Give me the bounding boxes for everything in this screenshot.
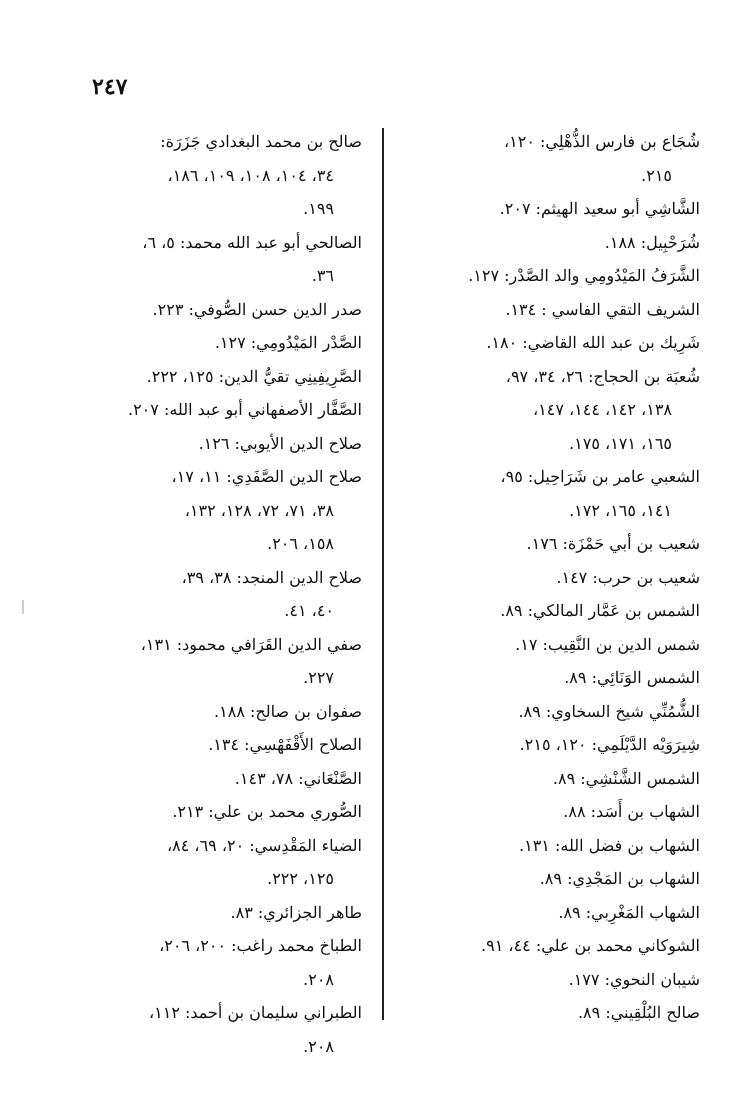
index-entry-text: ١٤١، ١٦٥، ١٧٢. xyxy=(569,500,672,520)
index-entry-text: شُعبَة بن الحجاج: ٢٦، ٣٤، ٩٧، xyxy=(505,366,700,386)
index-entry-text: شعيب بن حرب: ١٤٧. xyxy=(556,567,700,587)
index-entry-text: الشهاب بن المَجْدِي: ٨٩. xyxy=(539,869,700,888)
index-entry-line xyxy=(100,293,362,327)
index-entry-line xyxy=(100,326,362,360)
index-entry-text: الصَّنْعَاني: ٧٨، ١٤٣. xyxy=(234,768,362,788)
index-entry-line xyxy=(400,762,700,796)
index-entry-text: الشريف التقي الفاسي : ١٣٤. xyxy=(505,299,700,319)
index-entry-line xyxy=(400,963,700,997)
index-entry-text: ٣٤، ١٠٤، ١٠٨، ١٠٩، ١٨٦، xyxy=(167,165,334,185)
index-entry-text: صلاح الدين الصَّفَدِي: ١١، ١٧، xyxy=(171,467,362,486)
index-entry-line xyxy=(400,293,700,327)
index-entry-text: طاهر الجزائري: ٨٣. xyxy=(230,902,362,922)
index-entry-text: ١٦٥، ١٧١، ١٧٥. xyxy=(569,433,672,453)
index-entry-text: شعيب بن أبي حَمْزَة: ١٧٦. xyxy=(526,534,700,553)
index-entry-line xyxy=(400,226,700,260)
index-entry-text: الضياء المَقْدِسي: ٢٠، ٦٩، ٨٤، xyxy=(166,835,362,855)
index-entry-line xyxy=(100,360,362,394)
index-entry-line xyxy=(100,695,362,729)
index-entry-text: الشهاب بن فضل الله: ١٣١. xyxy=(519,835,700,855)
index-entry-line xyxy=(100,159,362,193)
index-entry-text: الشعبي عامر بن شَرَاحِيل: ٩٥، xyxy=(500,467,700,486)
index-entry-line xyxy=(400,896,700,930)
index-entry-line xyxy=(100,896,362,930)
index-entry-line xyxy=(400,561,700,595)
index-entry-line xyxy=(100,527,362,561)
index-entry-line xyxy=(400,594,700,628)
index-entry-line xyxy=(400,728,700,762)
index-entry-line xyxy=(100,963,362,997)
index-entry-line xyxy=(400,527,700,561)
index-entry-line xyxy=(100,996,362,1030)
index-entry-text: الصُّوري محمد بن علي: ٢١٣. xyxy=(172,802,362,821)
index-entry-line xyxy=(100,1030,362,1064)
index-entry-line xyxy=(100,728,362,762)
index-entry-text: ١٥٨، ٢٠٦. xyxy=(267,534,334,553)
index-entry-line xyxy=(400,929,700,963)
index-entry-text: شيبان النحوي: ١٧٧. xyxy=(568,969,700,989)
index-entry-text: الصالحي أبو عبد الله محمد: ٥، ٦، xyxy=(142,232,362,252)
index-entry-line xyxy=(400,460,700,494)
index-entry-line xyxy=(100,594,362,628)
index-entry-text: الشمس الوَنَائِي: ٨٩. xyxy=(564,668,700,687)
index-entry-text: ٤٠، ٤١. xyxy=(284,601,334,620)
index-entry-text: صلاح الدين الأيوبي: ١٢٦. xyxy=(198,433,362,453)
index-entry-text: الشَّاشِي أبو سعيد الهيثم: ٢٠٧. xyxy=(499,199,700,218)
index-entry-text: شِيرَوَيْه الدَّيْلَمِي: ١٢٠، ٢١٥. xyxy=(519,735,700,754)
index-entry-text: شمس الدين بن النَّقِيب: ١٧. xyxy=(515,634,700,654)
index-entry-line xyxy=(400,795,700,829)
index-entry-text: الشمس الشَّنْشِي: ٨٩. xyxy=(552,768,700,788)
index-entry-line xyxy=(100,226,362,260)
index-entry-text: ٢١٥. xyxy=(641,165,672,185)
index-entry-line xyxy=(400,125,700,159)
index-entry-line xyxy=(400,326,700,360)
index-entry-line xyxy=(400,192,700,226)
index-entry-line xyxy=(400,393,700,427)
index-entry-text: الصَّرِيفِينِي تقيُّ الدين: ١٢٥، ٢٢٢. xyxy=(146,366,362,386)
scan-mark xyxy=(22,600,24,614)
index-entry-text: صالح بن محمد البغدادي جَزَرَة: xyxy=(160,132,362,151)
page-number: ٢٤٧ xyxy=(92,74,128,100)
index-entry-line xyxy=(400,829,700,863)
index-entry-text: ٢٠٨. xyxy=(303,1036,334,1056)
index-entry-line xyxy=(100,929,362,963)
index-entry-line xyxy=(400,159,700,193)
index-entry-line xyxy=(100,393,362,427)
index-entry-text: صدر الدين حسن الصُّوفي: ٢٢٣. xyxy=(152,299,362,319)
index-entry-text: الشمس بن عَمَّار المالكي: ٨٩. xyxy=(500,601,700,620)
index-entry-line xyxy=(100,125,362,159)
index-entry-line xyxy=(400,427,700,461)
index-entry-text: شُرَحْبِيل: ١٨٨. xyxy=(604,232,700,252)
index-entry-line xyxy=(400,259,700,293)
index-entry-text: الشهاب بن أَسَد: ٨٨. xyxy=(563,802,700,821)
index-entry-text: ٣٦. xyxy=(311,266,334,285)
index-entry-text: الصَّفَّار الأصفهاني أبو عبد الله: ٢٠٧. xyxy=(127,400,362,419)
index-entry-text: ٢٠٨. xyxy=(303,969,334,989)
index-column-left xyxy=(100,125,362,1063)
column-divider xyxy=(382,128,384,1020)
index-entry-text: ١٩٩. xyxy=(303,199,334,218)
index-entry-line xyxy=(100,862,362,896)
index-entry-text: صالح البُلْقِيني: ٨٩. xyxy=(577,1003,700,1022)
index-entry-line xyxy=(400,494,700,528)
index-entry-text: ١٢٥، ٢٢٢. xyxy=(267,869,334,888)
index-entry-text: صلاح الدين المنجد: ٣٨، ٣٩، xyxy=(181,567,362,587)
index-entry-line xyxy=(100,762,362,796)
index-entry-line xyxy=(400,360,700,394)
index-entry-text: ٣٨، ٧١، ٧٢، ١٢٨، ١٣٢، xyxy=(184,500,334,520)
index-entry-line xyxy=(400,862,700,896)
index-entry-text: الطباخ محمد راغب: ٢٠٠، ٢٠٦، xyxy=(159,936,362,955)
index-entry-line xyxy=(100,628,362,662)
index-entry-line xyxy=(100,460,362,494)
index-entry-text: ٢٢٧. xyxy=(303,668,334,687)
index-entry-line xyxy=(400,695,700,729)
index-entry-line xyxy=(100,494,362,528)
index-entry-line xyxy=(400,628,700,662)
index-column-right xyxy=(400,125,700,1030)
index-entry-text: الشوكاني محمد بن علي: ٤٤، ٩١. xyxy=(481,936,700,955)
index-entry-line xyxy=(400,996,700,1030)
index-entry-text: الصلاح الأَقْفَهْسِي: ١٣٤. xyxy=(208,735,362,754)
index-entry-text: الشهاب المَغْرِبي: ٨٩. xyxy=(558,902,700,922)
index-entry-text: شَرِيك بن عبد الله القاضي: ١٨٠. xyxy=(486,333,700,352)
index-entry-line xyxy=(100,795,362,829)
index-entry-line xyxy=(100,259,362,293)
index-entry-line xyxy=(100,561,362,595)
index-entry-text: صفي الدين القَرَافي محمود: ١٣١، xyxy=(140,634,362,654)
index-entry-text: الشَّرَفُ المَيْدُومِي والد الصَّدْر: ١٢٧. xyxy=(468,266,700,285)
index-entry-text: شُجَاع بن فارس الذُّهْلِي: ١٢٠، xyxy=(503,132,700,151)
index-entry-text: الشُّمُنِّي شيخ السخاوي: ٨٩. xyxy=(518,701,700,721)
index-entry-text: صفوان بن صالح: ١٨٨. xyxy=(214,701,362,721)
index-entry-line xyxy=(100,829,362,863)
index-entry-text: الصَّدْر المَيْدُومِي: ١٢٧. xyxy=(214,333,362,352)
index-entry-text: الطبراني سليمان بن أحمد: ١١٢، xyxy=(148,1003,362,1022)
index-entry-text: ١٣٨، ١٤٢، ١٤٤، ١٤٧، xyxy=(532,400,672,419)
index-entry-line xyxy=(100,661,362,695)
index-entry-line xyxy=(100,192,362,226)
index-entry-line xyxy=(100,427,362,461)
index-entry-line xyxy=(400,661,700,695)
